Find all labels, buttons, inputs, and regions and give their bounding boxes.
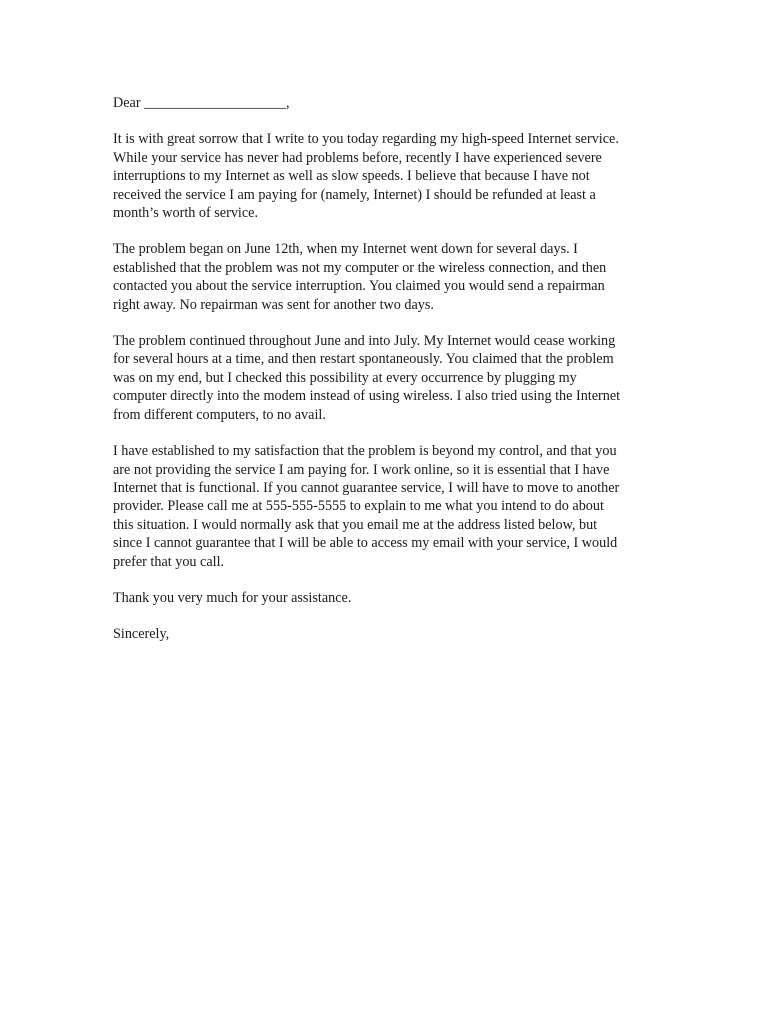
salutation: Dear ____________________, (113, 95, 290, 111)
paragraph-intro: It is with great sorrow that I write to you today regarding my high-speed Internet service. While your service has never had problems before, recently I have experienced severe interruptions to my Internet as well as slow speeds. I believe that because I have not received the service I am paying for (namely, Internet) I should be refunded at least a month’s worth of service. (113, 131, 619, 222)
closing: Sincerely, (113, 626, 170, 643)
paragraph-problem-continued: The problem continued throughout June and into July. My Internet would cease working for several hours at a time, and then restart spontaneously. You claimed that the problem was on my end, but I checked this possibility at every occurrence by plugging my computer directly into the modem instead of using wireless. I also tried using the Internet from different computers, to no avail. (113, 333, 621, 423)
paragraph-thanks: Thank you very much for your assistance. (113, 589, 352, 606)
paragraph-problem-began: The problem began on June 12th, when my Internet went down for several days. I established that the problem was not my computer or the wireless connection, and then contacted you about the service interruption. You claimed you would send a repairman right away. No repairman was sent for another two days. (113, 241, 607, 313)
paragraph-request: I have established to my satisfaction that the problem is beyond my control, and that you are not providing the service I am paying for. I work online, so it is essential that I have Internet that is functional. If you cannot guarantee service, I will have to move to another provider. Please call me at 555-555-5555 to explain to me what you intend to do about this situation. I would normally ask that you email me at the address listed below, but since I cannot guarantee that I will be able to access my email with your service, I would prefer that you call. (113, 443, 620, 570)
letter-body (113, 94, 653, 662)
